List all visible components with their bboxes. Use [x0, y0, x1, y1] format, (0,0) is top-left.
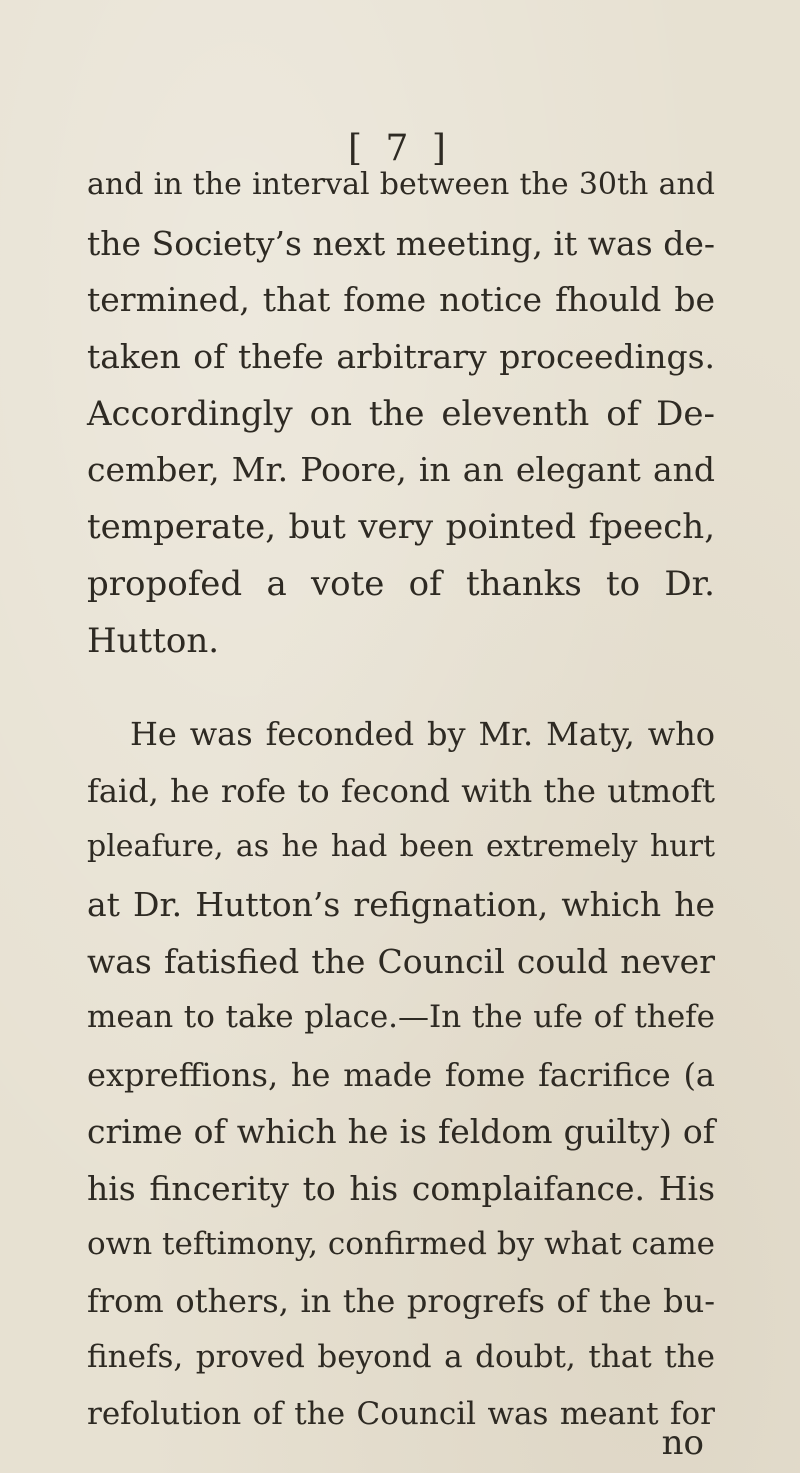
text-line: own teftimony, confirmed by what came: [87, 1226, 715, 1262]
text-line: mean to take place.—In the ufe of thefe: [87, 999, 715, 1035]
text-line: propofed a vote of thanks to Dr.: [87, 564, 715, 604]
text-line: taken of thefe arbitrary proceedings.: [87, 337, 715, 376]
text-line: faid, he rofe to fecond with the utmoft: [87, 772, 715, 810]
text-line: was fatisfied the Council could never: [87, 942, 715, 981]
text-line: expreffions, he made fome facrifice (a: [87, 1056, 715, 1094]
text-line: his fincerity to his complaifance. His: [87, 1169, 715, 1208]
text-line: cember, Mr. Poore, in an elegant and: [87, 450, 715, 489]
text-line: pleafure, as he had been extremely hurt: [87, 829, 715, 864]
text-line: refolution of the Council was meant for: [87, 1396, 715, 1432]
catchword: no: [661, 1423, 704, 1463]
page-number: [ 7 ]: [348, 128, 452, 169]
text-line: and in the interval between the 30th and: [87, 167, 715, 202]
text-line: termined, that fome notice fhould be: [87, 280, 715, 319]
text-line: from others, in the progrefs of the bu-: [87, 1282, 715, 1320]
text-line: the Society’s next meeting, it was de-: [87, 224, 715, 263]
text-line: Accordingly on the eleventh of De-: [87, 394, 715, 434]
text-line: temperate, but very pointed fpeech,: [87, 507, 715, 547]
text-line: at Dr. Hutton’s refignation, which he: [87, 885, 715, 924]
text-line: crime of which he is feldom guilty) of: [87, 1112, 715, 1151]
text-line: He was feconded by Mr. Maty, who: [130, 715, 715, 753]
text-line: finefs, proved beyond a doubt, that the: [87, 1339, 715, 1375]
text-line: Hutton.: [87, 621, 220, 661]
